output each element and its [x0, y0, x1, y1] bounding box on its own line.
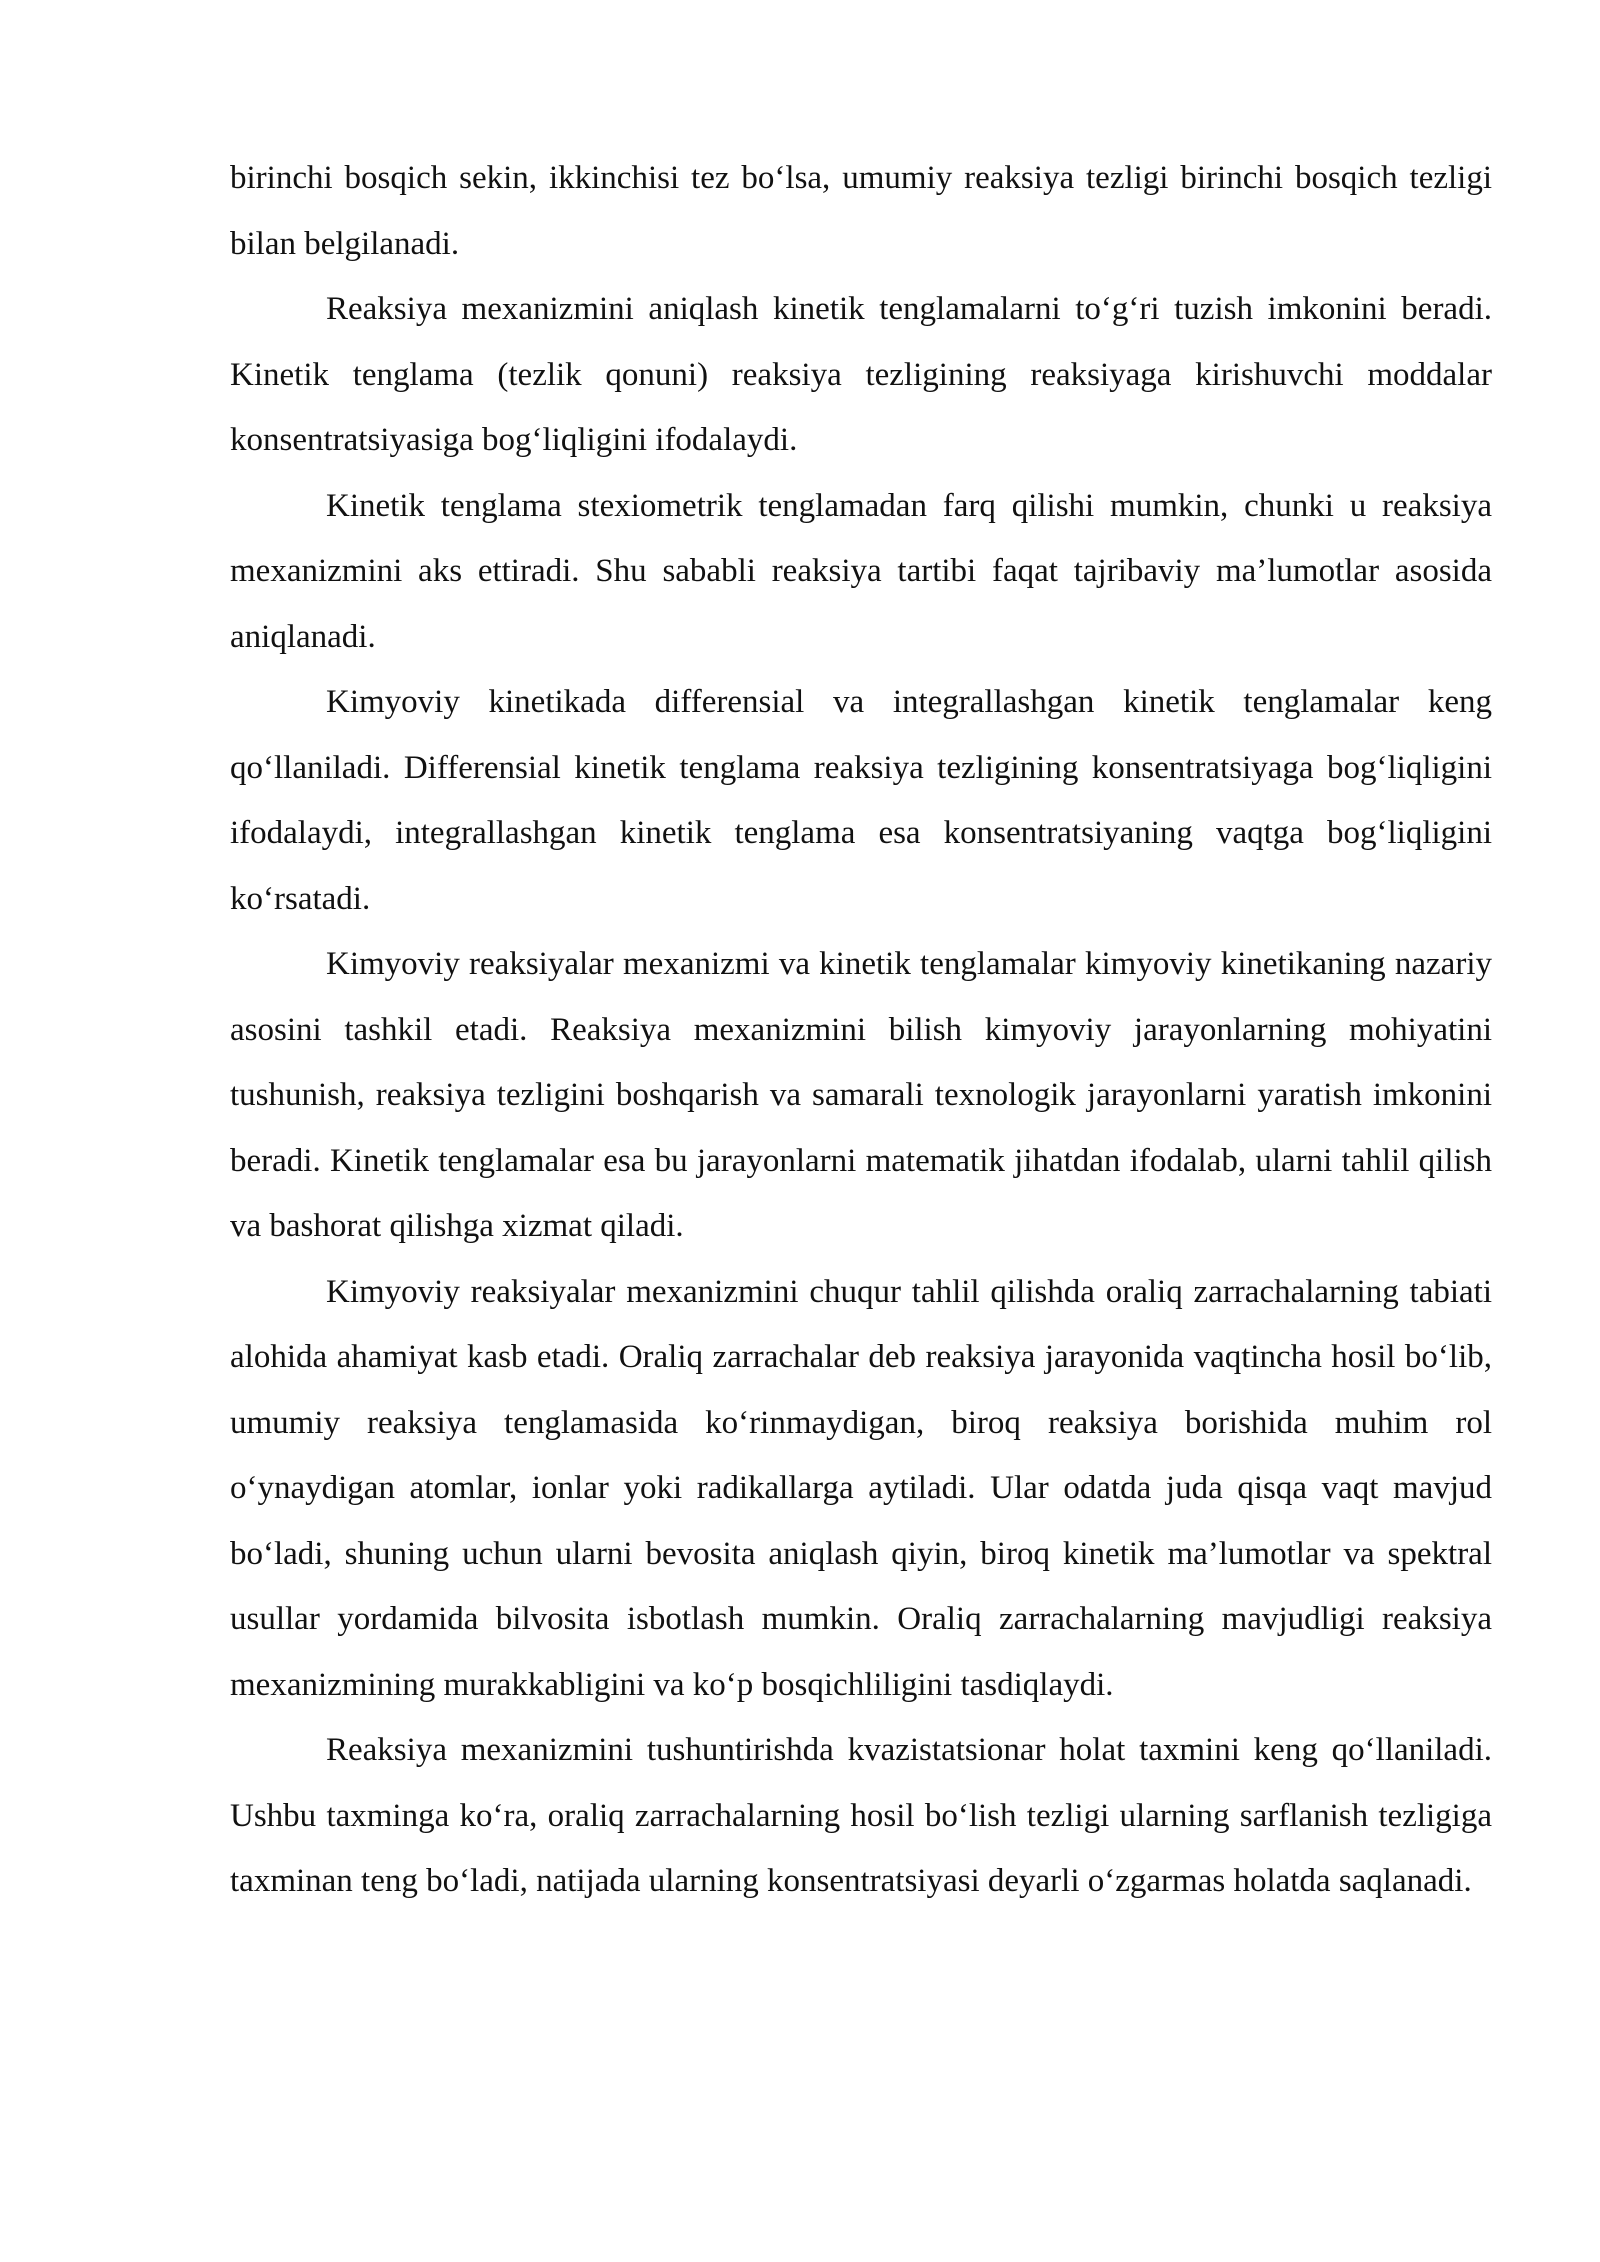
paragraph-theoretical-basis: Kimyoviy reaksiyalar mexanizmi va kinetik tenglamalar kimyoviy kinetikaning nazariy asosini tashkil etadi. Reaksiya mexanizmini bilish kimyoviy jarayonlarning mohiyatini tushunish, reaksiya tezligini boshqarish va samarali texnologik jarayonlarni yaratish imkonini beradi. Kinetik tenglamalar esa bu jarayonlarni matematik jihatdan ifodalab, ularni tahlil qilish va bashorat qilishga xizmat qiladi. — [230, 946, 1492, 1244]
paragraph-reaction-mechanism: Reaksiya mexanizmini aniqlash kinetik tenglamalarni to‘g‘ri tuzish imkonini beradi. Kinetik tenglama (tezlik qonuni) reaksiya tezligining reaksiyaga kirishuvchi moddalar konsentratsiyasiga bog‘liqligini ifodalaydi. — [230, 291, 1492, 458]
paragraph-continuation: birinchi bosqich sekin, ikkinchisi tez bo‘lsa, umumiy reaksiya tezligi birinchi bosqich tezligi bilan belgilanadi. — [230, 160, 1492, 262]
paragraph-kinetic-equation: Kinetik tenglama stexiometrik tenglamadan farq qilishi mumkin, chunki u reaksiya mexanizmini aks ettiradi. Shu sababli reaksiya tartibi faqat tajribaviy ma’lumotlar asosida aniqlanadi. — [230, 487, 1492, 655]
document-body — [230, 146, 1492, 1915]
paragraph-quasi-steady-state: Reaksiya mexanizmini tushuntirishda kvazistatsionar holat taxmini keng qo‘llaniladi. Ushbu taxminga ko‘ra, oraliq zarrachalarning hosil bo‘lish tezligi ularning sarflanish tezligiga taxminan teng bo‘ladi, natijada ularning konsentratsiyasi deyarli o‘zgarmas holatda saqlanadi. — [230, 1732, 1492, 1899]
paragraph-differential-integral: Kimyoviy kinetikada differensial va integrallashgan kinetik tenglamalar keng qo‘llaniladi. Differensial kinetik tenglama reaksiya tezligining konsentratsiyaga bog‘liqligini ifodalaydi, integrallashgan kinetik tenglama esa konsentratsiyaning vaqtga bog‘liqligini ko‘rsatadi. — [230, 684, 1492, 917]
paragraph-intermediate-particles: Kimyoviy reaksiyalar mexanizmini chuqur tahlil qilishda oraliq zarrachalarning tabiati alohida ahamiyat kasb etadi. Oraliq zarrachalar deb reaksiya jarayonida vaqtincha hosil bo‘lib, umumiy reaksiya tenglamasida ko‘rinmaydigan, biroq reaksiya borishida muhim rol o‘ynaydigan atomlar, ionlar yoki radikallarga aytiladi. Ular odatda juda qisqa vaqt mavjud bo‘ladi, shuning uchun ularni bevosita aniqlash qiyin, biroq kinetik ma’lumotlar va spektral usullar yordamida bilvosita isbotlash mumkin. Oraliq zarrachalarning mavjudligi reaksiya mexanizmining murakkabligini va ko‘p bosqichliligini tasdiqlaydi. — [230, 1273, 1492, 1703]
